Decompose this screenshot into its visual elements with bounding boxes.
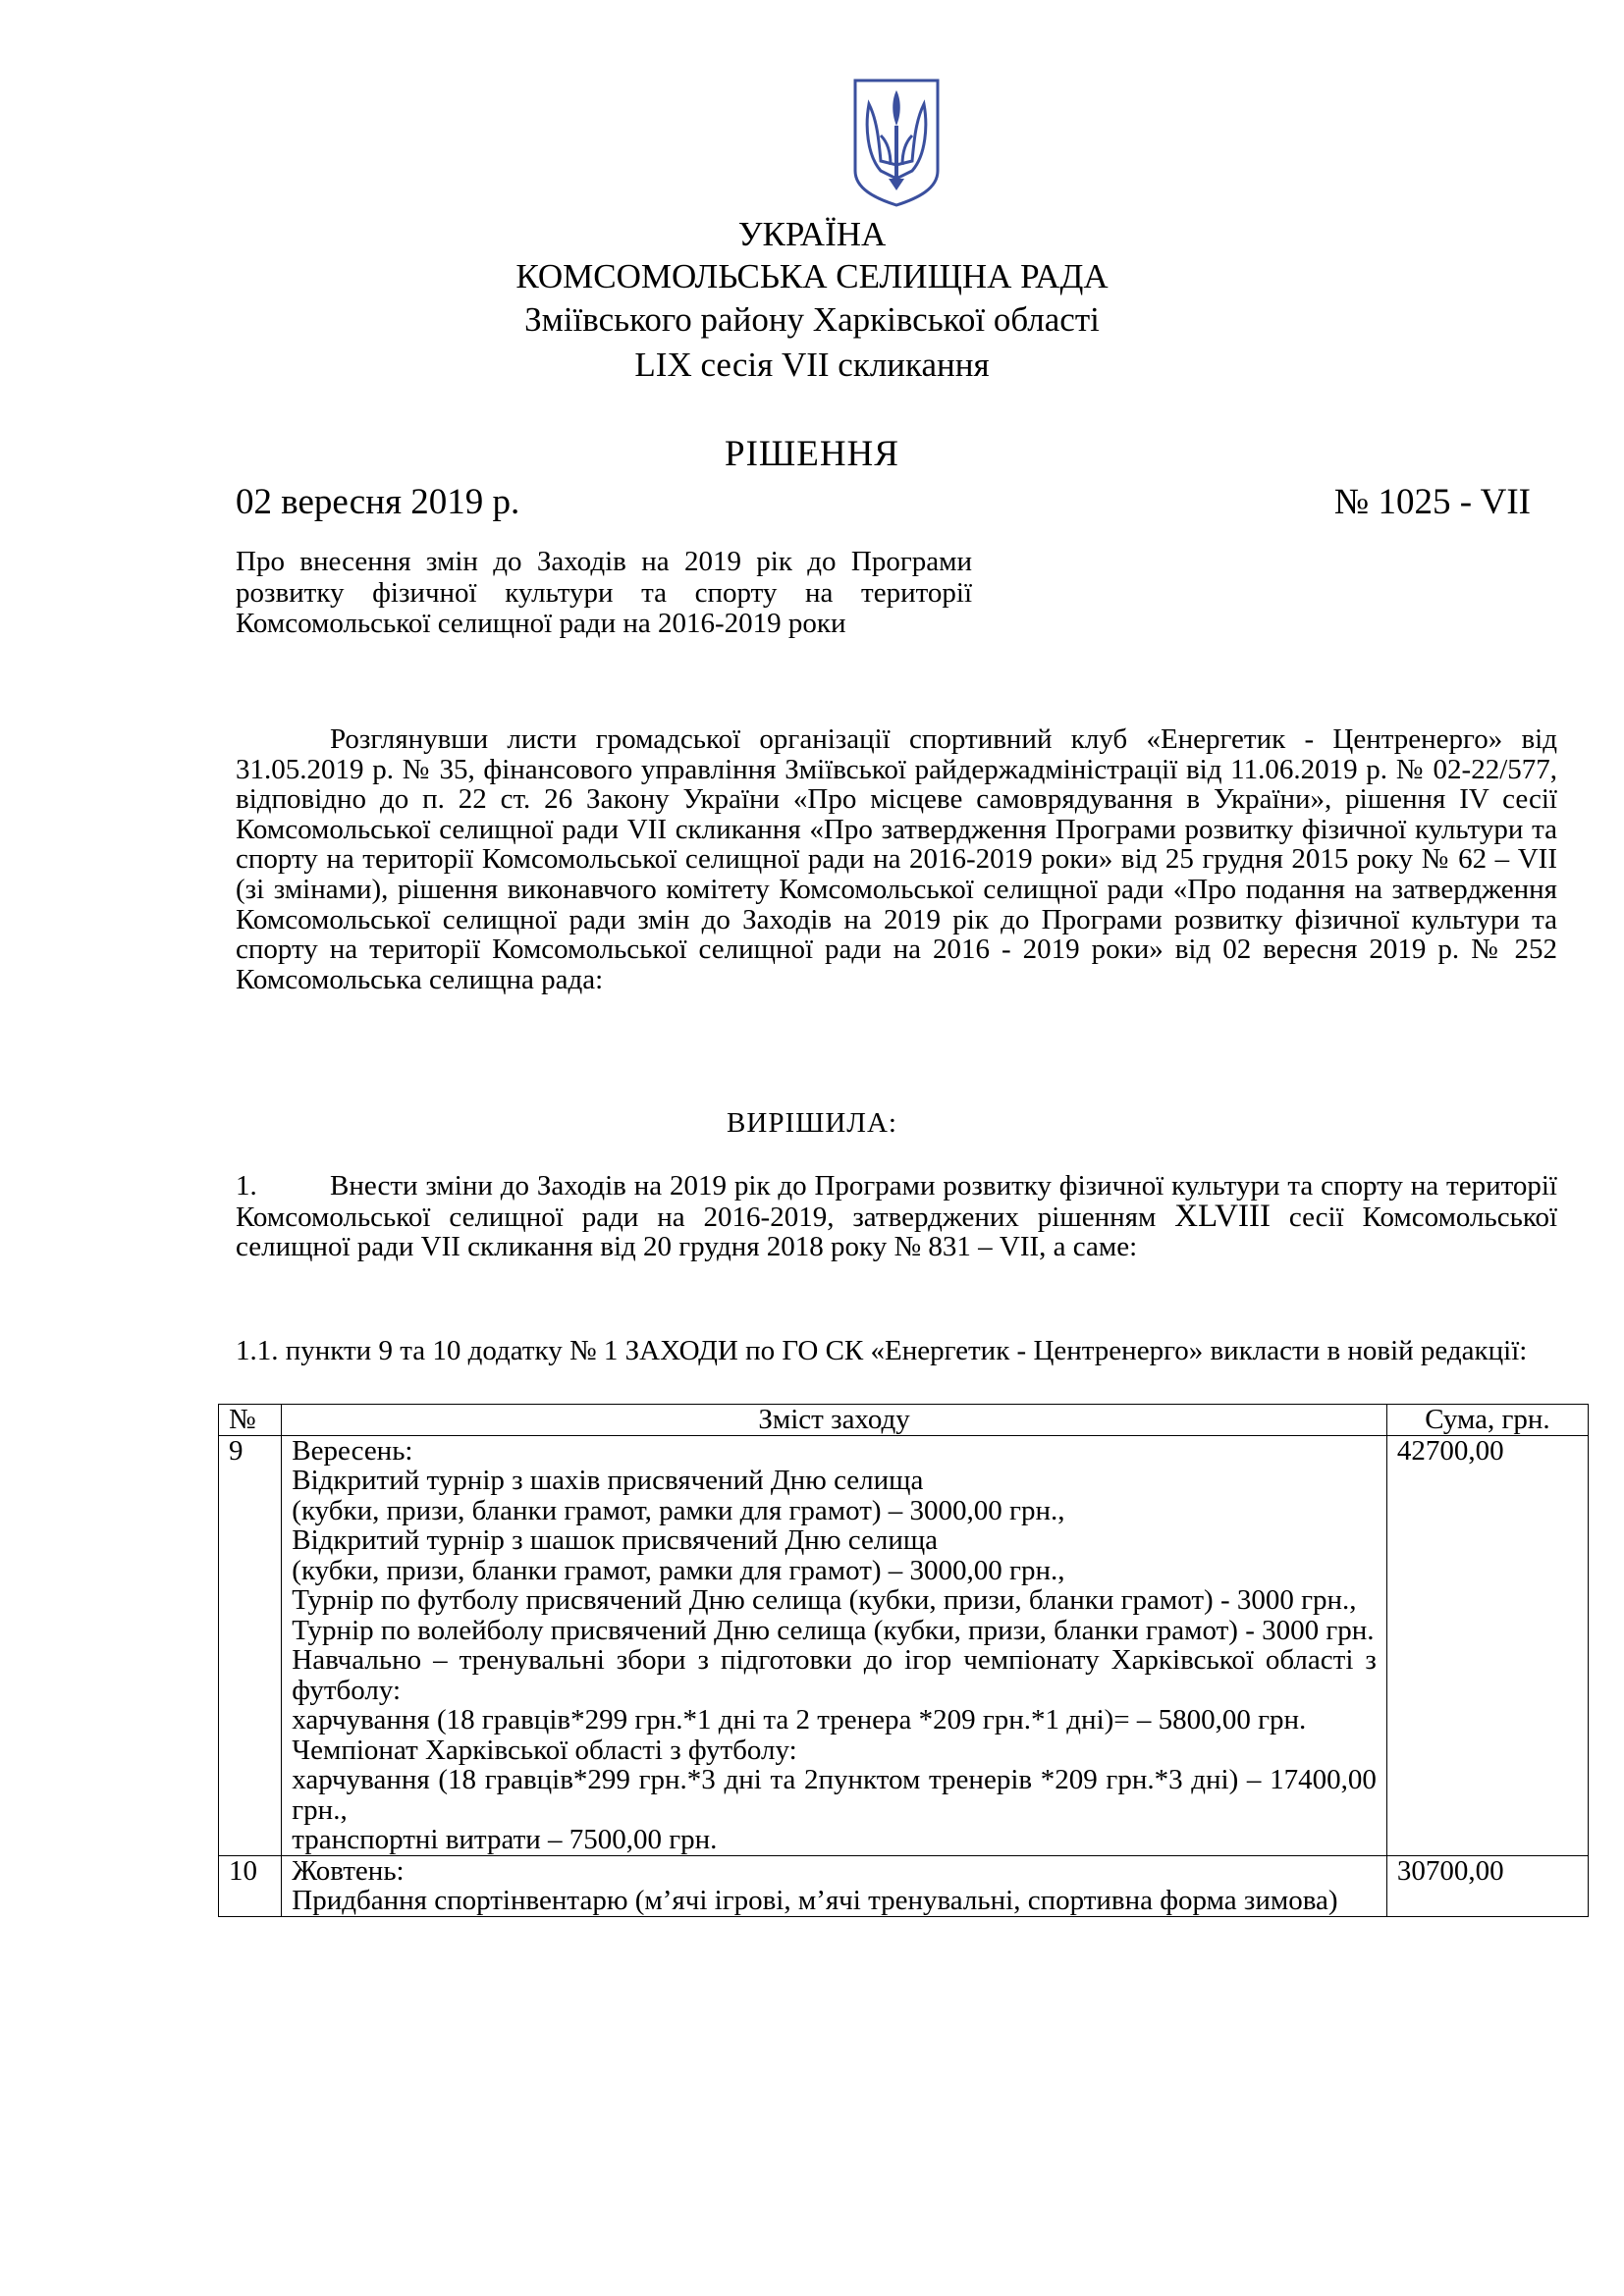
preamble-text: Розглянувши листи громадської організації спортивний клуб «Енергетик - Центренерго» від 31.05.2019 р. № 35, фінансового управління Зміївської райдержадміністрації від 11.06.2019 р. № 02-22/577, відповідно до п. 22 ст. 26 Закону України «Про місцеве самоврядування в України», рішення IV сесії Комсомольської селищної ради VII скликання «Про затвердження Програми розвитку фізичної культури та спорту на території Комсомольської селищної ради на 2016-2019 роки» від 25 грудня 2015 року № 62 – VII (зі змінами), рішення виконавчого комітету Комсомольської селищної ради «Про подання на затвердження Комсомольської селищної ради змін до Заходів на 2019 рік до Програми розвитку фізичної культури та спорту на території Комсомольської селищної ради на 2016 - 2019 роки» від 02 вересня 2019 р. № 252 Комсомольська селищна рада: — [236, 723, 1557, 995]
row-sum: 42700,00 — [1386, 1435, 1588, 1855]
decision-date: 02 вересня 2019 р. — [236, 482, 520, 522]
decision-number: № 1025 - VII — [1333, 482, 1531, 522]
point-1-1-paragraph: 1.1. пункти 9 та 10 додатку № 1 ЗАХОДИ по ГО СК «Енергетик - Центренерго» викласти в новій редакції: — [236, 1335, 1528, 1366]
council-name: КОМСОМОЛЬСЬКА СЕЛИЩНА РАДА — [515, 257, 1109, 295]
column-header-sum: Сума, грн. — [1386, 1405, 1588, 1436]
table-header-row — [219, 1405, 1589, 1436]
point-1-paragraph — [236, 1171, 1557, 1262]
content-line: (кубки, призи, бланки грамот, рамки для грамот) – 3000,00 грн., — [292, 1494, 1065, 1526]
point-1-session-roman: XLVIII — [1174, 1198, 1271, 1234]
row-sum: 30700,00 — [1386, 1855, 1588, 1916]
row-number: 9 — [219, 1435, 282, 1855]
column-header-content: Зміст заходу — [282, 1405, 1387, 1436]
session-name: LIX сесія VII скликання — [634, 346, 990, 384]
table-row — [219, 1855, 1589, 1916]
content-line: Турнір по волейболу присвячений Дню селища (кубки, призи, бланки грамот) - 3000 грн. — [292, 1614, 1375, 1646]
region-name: Зміївського району Харківської області — [524, 300, 1100, 339]
row-month: Вересень: — [292, 1434, 413, 1467]
point-1-number: 1. — [236, 1170, 257, 1201]
coat-of-arms-trident-icon — [851, 77, 942, 208]
point-1-text-a: Внести зміни до Заходів на 2019 рік до Програми розвитку фізичної культури та спорту на території Комсомольської селищної ради на 2016-2019, затверджених рішенням — [236, 1170, 1557, 1233]
decided-heading: ВИРІШИЛА: — [727, 1107, 897, 1139]
content-line: (кубки, призи, бланки грамот, рамки для грамот) – 3000,00 грн., — [292, 1554, 1065, 1586]
preamble-paragraph — [236, 724, 1557, 994]
row-content — [282, 1855, 1387, 1916]
content-line: транспортні витрати – 7500,00 грн. — [292, 1824, 718, 1855]
row-month: Жовтень: — [292, 1854, 405, 1887]
content-line: Придбання спортінвентарю (м’ячі ігрові, м’ячі тренувальні, спортивна форма зимова) — [292, 1885, 1338, 1916]
decision-subject: Про внесення змін до Заходів на 2019 рік до Програми розвитку фізичної культури та спорту на території Комсомольської селищної ради на 2016-2019 роки — [236, 546, 972, 639]
measures-table — [218, 1404, 1589, 1917]
content-line: Чемпіонат Харківської області з футболу: — [292, 1734, 797, 1766]
table-row — [219, 1435, 1589, 1855]
content-line: Відкритий турнір з шашок присвячений Дню селища — [292, 1524, 939, 1556]
point-1-text-b: сесії Комсомольської селищної ради VII скликання від 20 грудня 2018 року № 831 – VII, а саме: — [236, 1201, 1558, 1263]
content-line: харчування (18 гравців*299 грн.*1 дні та 2 тренера *209 грн.*1 дні)= – 5800,00 грн. — [292, 1704, 1307, 1735]
country-heading: УКРАЇНА — [737, 215, 887, 253]
content-line: харчування (18 гравців*299 грн.*3 дні та 2пунктом тренерів *209 грн.*3 дні) – 17400,00 грн., — [292, 1764, 1377, 1826]
document-title: РІШЕННЯ — [725, 434, 899, 474]
column-header-number: № — [219, 1405, 282, 1436]
row-number: 10 — [219, 1855, 282, 1916]
content-line: Турнір по футболу присвячений Дню селища (кубки, призи, бланки грамот) - 3000 грн., — [292, 1584, 1357, 1616]
row-content — [282, 1435, 1387, 1855]
content-line: Відкритий турнір з шахів присвячений Дню селища — [292, 1465, 924, 1496]
content-line: Навчально – тренувальні збори з підготовки до ігор чемпіонату Харківської області з футболу: — [292, 1644, 1377, 1706]
